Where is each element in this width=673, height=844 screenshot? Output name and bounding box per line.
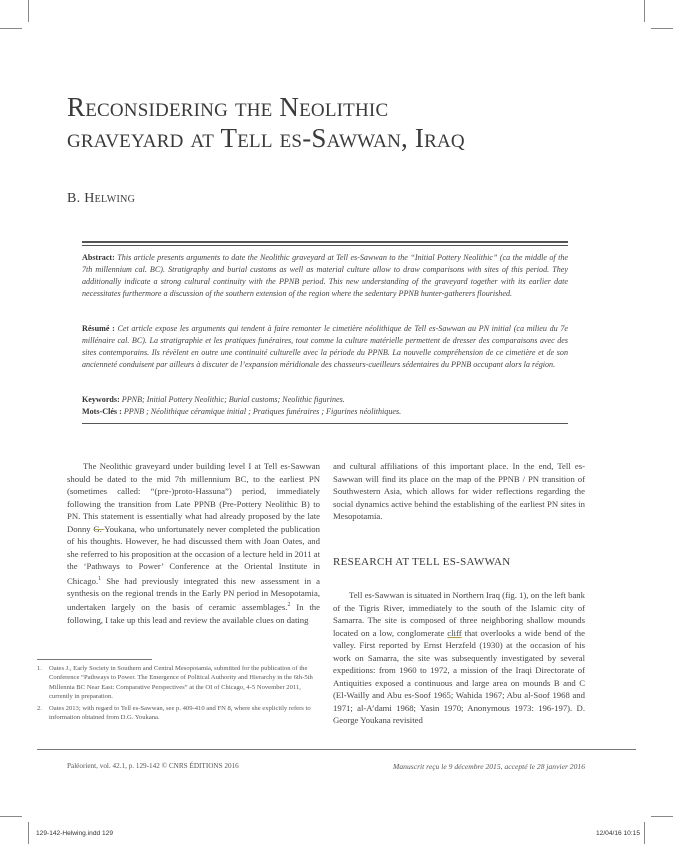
- mots-cles-text: PPNB ; Néolithique céramique initial ; Pratiques funéraires ; Figurines néolithiques.: [123, 407, 402, 416]
- crop-mark: [28, 822, 29, 844]
- abstract-top-rule-thin: [82, 245, 568, 246]
- body-text: that overlooks a wide bend of the valley. First reported by Ernst Herzfeld (1930) at the occasion of his work on Samarra, the site was subsequently investigated by several expeditions: from 1960 to 1972, a mission of the Iraqi Directorate of Antiquities exposed a continuous and large area on mounds B and C (El-Wailly and Abu es-Soof 1965; Wahida 1967; Abu al-Soof 1968 and 1971; al-A’dami 1968; Yasin 1970; Anonymous 1973: 196-197). D. George Youkana revisited: [333, 627, 585, 725]
- crop-mark: [651, 28, 673, 29]
- footnote-ref-2[interactable]: 2: [287, 602, 291, 609]
- body-right-column-section: [333, 589, 585, 727]
- print-slug-filename: 129-142-Helwing.indd 129: [36, 830, 113, 837]
- abstract: [82, 252, 568, 300]
- author-name: B. Helwing: [67, 191, 136, 206]
- title-line-1: Reconsidering the Neolithic: [67, 92, 389, 122]
- body-text: She had previously integrated this new assessment in a synthesis on the regional trends in the Early PN period in Mesopotamia, undertaken largely on the basis of ceramic assemblages.: [67, 575, 320, 613]
- footnote-2: [37, 704, 317, 723]
- crop-mark: [28, 0, 29, 22]
- body-paragraph: and cultural affiliations of this important place. In the end, Tell es-Sawwan will find its place on the map of the PPNB / PN transition of Southwestern Asia, which allows for wider reflections regarding the social dynamics active behind the establishing of the earliest PN sites in Mesopotamia.: [333, 461, 585, 521]
- footer-citation: Paléorient, vol. 42.1, p. 129-142 © CNRS ÉDITIONS 2016: [67, 762, 239, 770]
- resume-label: Résumé :: [82, 324, 115, 333]
- body-right-column: [333, 460, 585, 523]
- body-text: In the following, I take up this lead and review the available clues on dating: [67, 602, 320, 625]
- keywords-label: Keywords:: [82, 395, 120, 404]
- footnote-text: Oates 2013; with regard to Tell es-Sawwan, see p. 409-410 and FN 8, where she explicitly refers to information obtained from D.G. Youkana.: [49, 704, 311, 722]
- body-text: Tell es-Sawwan is situated in Northern Iraq (fig. 1), on the left bank of the Tigris River, immediately to the south of the Islamic city of Samarra. The site is composed of three neighboring shallow mounds located on a low, conglomerate: [333, 590, 585, 638]
- body-paragraph: [333, 589, 585, 727]
- crop-mark: [644, 822, 645, 844]
- body-paragraph: [67, 460, 320, 626]
- footnotes: [37, 664, 317, 724]
- mots-cles: [82, 406, 568, 418]
- footer-manuscript-dates: Manuscrit reçu le 9 décembre 2015, accepté le 28 janvier 2016: [393, 762, 585, 771]
- footnote-1: [37, 664, 317, 702]
- mots-cles-label: Mots-Clés :: [82, 407, 122, 416]
- print-slug-timestamp: 12/04/16 10:15: [596, 830, 640, 837]
- section-heading: RESEARCH AT TELL ES-SAWWAN: [333, 556, 511, 568]
- abstract-bottom-rule: [82, 423, 568, 424]
- abstract-top-rule: [82, 241, 568, 243]
- article-title: [67, 92, 627, 154]
- body-left-column: [67, 460, 320, 626]
- resume-text: Cet article expose les arguments qui tendent à faire remonter le cimetière néolithique de Tell es-Sawwan au PN initial (ca milieu du 7e millénaire cal. BC). La stratigraphie et les pratiques funéraires, tout comme la culture matérielle permettent de dresser des comparaisons avec des sites contemporains. Ils révèlent en outre une continuité culturelle avec la période du PPNB. La nouvelle compréhension de ce cimetière et de son ancienneté conduisent par ailleurs à discuter de l’expansion méridionale des chasseurs-cueilleurs sédentaires du PPNB occupant alors la région.: [82, 324, 568, 369]
- footnote-ref-1[interactable]: 1: [98, 575, 102, 582]
- crop-mark: [651, 816, 673, 817]
- body-text: Youkana, who unfortunately never completed the publication of his thoughts. However, he had discussed them with Joan Oates, and she referred to his proposition at the occasion of a lecture held in 2011 at the ‘Pathways to Power’ Conference at the Oriental Institute in Chicago.: [67, 523, 320, 586]
- footnote-rule: [37, 659, 152, 660]
- keywords: [82, 394, 568, 406]
- abstract-text: This article presents arguments to date the Neolithic graveyard at Tell es-Sawwan to the “Initial Pottery Neolithic” (ca the middle of the 7th millennium cal. BC). Stratigraphy and burial customs as well as material culture allow to draw comparisons with sites of this period. They additionally indicate a strong cultural continuity with the PPNB period. This new understanding of the graveyard together with its earlier date necessitates furthermore a discussion of the southern extension of the region where the sedentary PPNB hunter-gatherers flourished.: [82, 253, 568, 298]
- title-line-2: graveyard at Tell es-Sawwan, Iraq: [67, 123, 465, 153]
- body-text-struck: G.: [93, 523, 105, 534]
- crop-mark: [0, 816, 22, 817]
- crop-mark: [0, 28, 22, 29]
- crop-mark: [644, 0, 645, 22]
- abstract-label: Abstract:: [82, 253, 115, 262]
- body-text: The Neolithic graveyard under building level I at Tell es-Sawwan should be dated to the mid 7th millennium BC, to the earliest PN (sometimes called: “(pre-)proto-Hassuna”) period, immediately following the transition from Late PPNB (Pre-Pottery Neolithic B) to PN. This statement is essentially what had already proposed by the late Donny: [67, 461, 320, 534]
- resume: [82, 323, 568, 371]
- footnote-number: 2.: [37, 704, 42, 712]
- footnote-number: 1.: [37, 665, 42, 672]
- keywords-text: PPNB; Initial Pottery Neolithic; Burial customs; Neolithic figurines.: [121, 395, 345, 404]
- body-text-marked: cliff: [447, 627, 462, 638]
- footnote-text: Oates J., Early Society in Southern and Central Mesopotamia, submitted for the publication of the Conference “Pathways to Power. The Emergence of Political Authority and Hierarchy in the 6th-5th Millennia BC Near East: Comparative Perspectives” at the OI of Chicago, 4-5 November 2011, currently in preparation.: [49, 665, 313, 701]
- footer-rule: [37, 749, 636, 750]
